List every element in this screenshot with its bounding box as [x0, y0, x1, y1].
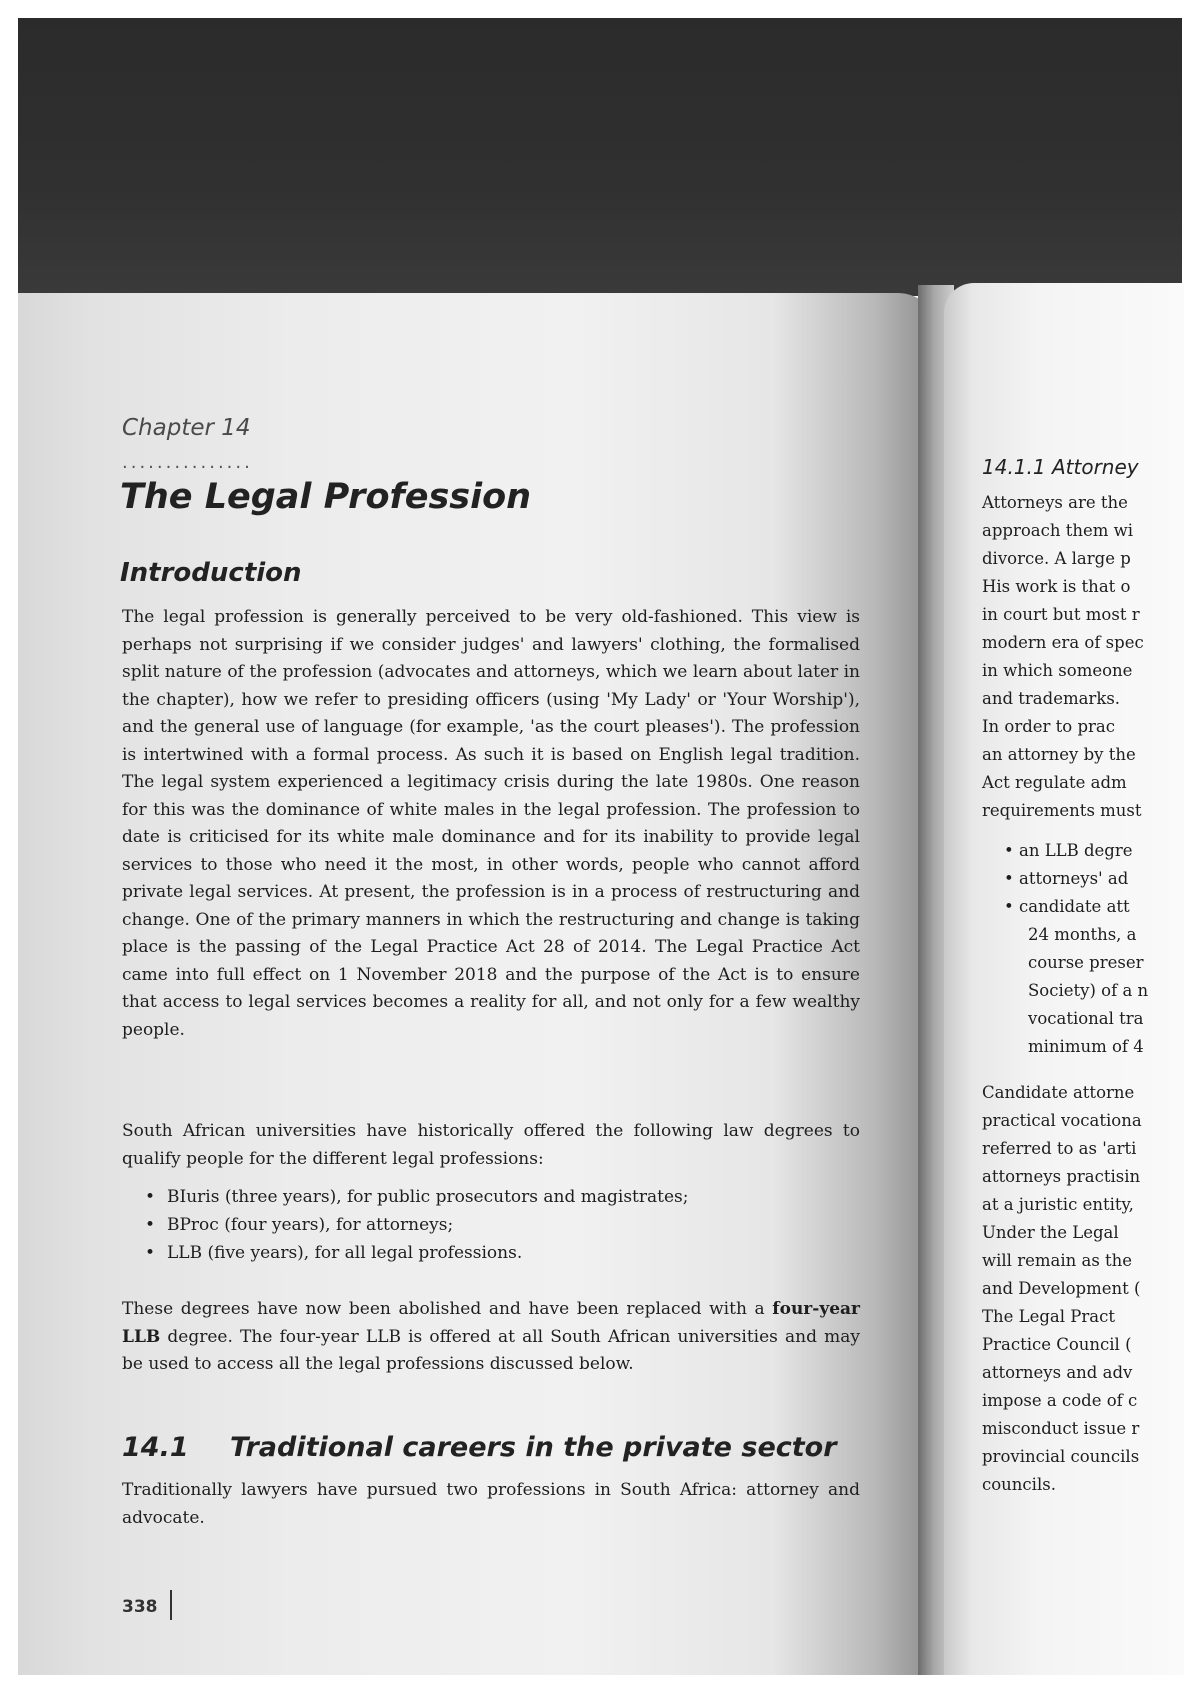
right-bullet-text: candidate att: [1018, 897, 1130, 916]
right-text-line: councils.: [982, 1475, 1056, 1494]
right-bullet-text: an LLB degre: [1018, 841, 1133, 860]
right-text-line: referred to as 'arti: [982, 1139, 1137, 1158]
right-bullet: • an LLB degre: [1004, 841, 1133, 860]
chapter-label: Chapter 14: [122, 415, 251, 441]
right-bullet-text: attorneys' ad: [1018, 869, 1129, 888]
right-text-line: His work is that o: [982, 577, 1131, 596]
right-text-line: Attorneys are the: [982, 493, 1128, 512]
right-text-line: and trademarks.: [982, 689, 1121, 708]
dark-background: [18, 18, 1182, 296]
list-item: • BIuris (three years), for public prosecutors and magistrates;: [145, 1183, 860, 1211]
intro-paragraph-3: [122, 1296, 860, 1379]
right-text-line: attorneys practisin: [982, 1167, 1141, 1186]
right-text-line: at a juristic entity,: [982, 1195, 1134, 1214]
dotted-rule: ...............: [122, 452, 253, 473]
right-text-line: will remain as the: [982, 1251, 1133, 1270]
list-item: • BProc (four years), for attorneys;: [145, 1211, 860, 1239]
section-paragraph: Traditionally lawyers have pursued two professions in South Africa: attorney and advocate.: [122, 1480, 860, 1528]
subsection-heading: 14.1.1 Attorney: [982, 455, 1139, 479]
right-bullet-continuation: Society) of a n: [1028, 981, 1149, 1000]
right-text-line: The Legal Pract: [982, 1307, 1115, 1326]
page-number-divider: [170, 1590, 172, 1620]
introduction-heading: Introduction: [120, 558, 302, 588]
paragraph-3-text-a: These degrees have now been abolished and have been replaced with a: [122, 1299, 773, 1319]
right-text-line: approach them wi: [982, 521, 1134, 540]
right-text-line: an attorney by the: [982, 745, 1136, 764]
right-text-line: modern era of spec: [982, 633, 1144, 652]
right-text-line: In order to prac: [982, 717, 1116, 736]
right-text-line: and Development (: [982, 1279, 1141, 1298]
right-text-line: requirements must: [982, 801, 1142, 820]
page-number: 338: [122, 1597, 158, 1617]
right-text-line: Practice Council (: [982, 1335, 1132, 1354]
right-bullet-continuation: 24 months, a: [1028, 925, 1137, 944]
right-text-line: impose a code of c: [982, 1391, 1138, 1410]
list-item: • LLB (five years), for all legal professions.: [145, 1239, 860, 1267]
intro-paragraph-1: The legal profession is generally perceived to be very old-fashioned. This view is perhaps not surprising if we consider judges' and lawyers' clothing, the formalised split nature of the profession (advocates and attorneys, which we learn about later in the chapter), how we refer to presiding officers (using 'My Lady' or 'Your Worship'), and the general use of language (for example, 'as the court pleases'). The profession is intertwined with a formal process. As such it is based on English legal tradition. The legal system experienced a legitimacy crisis during the late 1980s. One reason for this was the dominance of white males in the legal profession. The profession to date is criticised for its white male dominance and for its inability to provide legal services to those who need it the most, in other words, people who cannot afford private legal services. At present, the profession is in a process of restructuring and change. One of the primary manners in which the restructuring and change is taking place is the passing of the Legal Practice Act 28 of 2014. The Legal Practice Act came into full effect on 1 November 2018 and the purpose of the Act is to ensure that access to legal services becomes a reality for all, and not only for a few wealthy people.: [122, 607, 860, 1040]
right-bullet: • candidate att: [1004, 897, 1130, 916]
chapter-title: The Legal Profession: [120, 477, 532, 517]
right-bullet-continuation: course preser: [1028, 953, 1144, 972]
right-bullet-continuation: vocational tra: [1028, 1009, 1144, 1028]
section-title: Traditional careers in the private sector: [230, 1432, 837, 1463]
right-text-line: provincial councils: [982, 1447, 1140, 1466]
right-text-line: Candidate attorne: [982, 1083, 1135, 1102]
paragraph-3-text-b: degree. The four-year LLB is offered at all South African universities and may be used to access all the legal professions discussed below.: [122, 1326, 860, 1374]
right-text-line: divorce. A large p: [982, 549, 1131, 568]
right-page: [944, 283, 1184, 1675]
right-bullet: • attorneys' ad: [1004, 869, 1129, 888]
right-text-line: in which someone: [982, 661, 1133, 680]
degree-list: [145, 1183, 860, 1267]
section-number: 14.1: [122, 1432, 189, 1463]
right-text-line: attorneys and adv: [982, 1363, 1133, 1382]
intro-paragraph-2: South African universities have historically offered the following law degrees to qualify people for the different legal professions:: [122, 1121, 860, 1169]
paragraph-3-emphasis: four-year LLB: [122, 1299, 860, 1347]
right-text-line: Under the Legal: [982, 1223, 1119, 1242]
right-text-line: in court but most r: [982, 605, 1140, 624]
right-text-line: Act regulate adm: [982, 773, 1127, 792]
right-text-line: misconduct issue r: [982, 1419, 1140, 1438]
right-bullet-continuation: minimum of 4: [1028, 1037, 1144, 1056]
right-text-line: practical vocationa: [982, 1111, 1142, 1130]
